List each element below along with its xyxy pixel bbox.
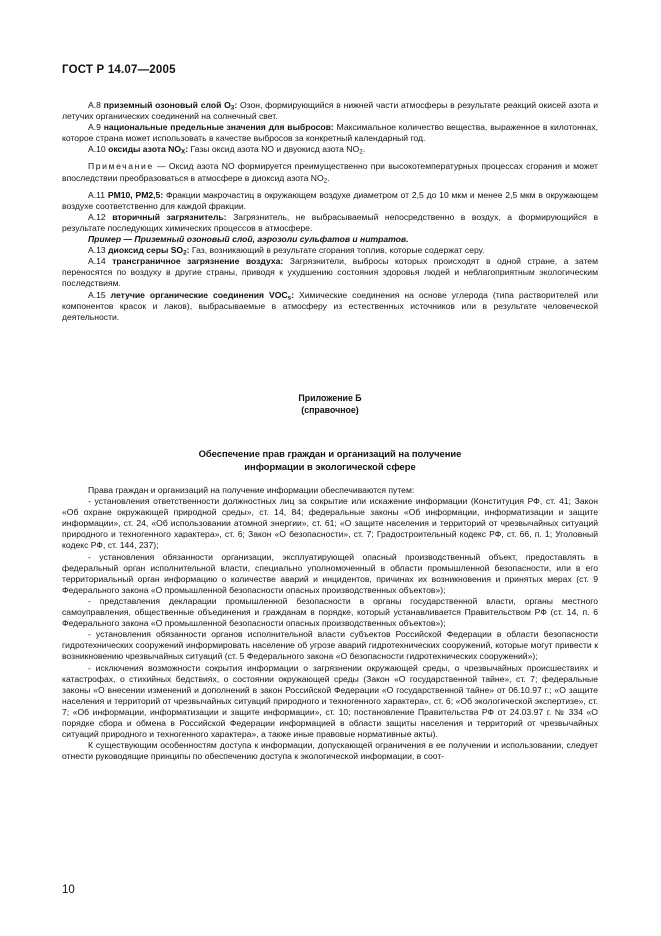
term-name: трансграничное загрязнение воздуха: [112, 256, 284, 267]
term-definition: Газ, возникающий в результате сгорания топлив, которые содержат серу. [191, 245, 485, 256]
term-definition: Загрязнители, выбросы которых происходят в одной стране, а затем переносятся по воздуху в другие страны, приводя к ухудшению состояния здоровья людей и неблагоприятным экологическим последствиям. [62, 256, 598, 289]
term-a10: А.10 оксиды азота $NO_X$: Газы оксид азота NO и двуокисд азота $NO_2$. [88, 144, 366, 156]
term-a13: А.13 диоксид серы $SO_2$: Газ, возникающий в результате сгорания топлив, которые содержат серу. [88, 245, 485, 257]
term-definition: Максимальное количество вещества, выраженное в килотоннах, которое страна может использовать в качестве выбросов за конкретный календарный год. [62, 122, 599, 144]
term-definition: Загрязнитель, не выбрасываемый непосредственно в воздух, а формирующийся в результате последующих химических процессов в атмосфере. [62, 211, 599, 233]
appendix-kind: (справочное) [301, 405, 359, 415]
example [62, 234, 598, 245]
body-paragraph-2: - установления обязанности организации, эксплуатирующей опасный производственный объект, предоставлять в федеральный орган исполнительной власти, специально уполномоченный в области промышленной безопасности, или в его территориальный орган информацию о количестве аварий и инцидентов, причинах их возникновения и принятых мерах (ст. 9 Федерального закона «О промышленной безопасности опасных производственных объектов»); [62, 551, 598, 595]
term-definition: Газы оксид азота NO и двуокисд азота NO [190, 144, 360, 155]
term-definition: Фракции макрочастиц в окружающем воздухе диаметром от 2,5 до 10 мкм и менее 2,5 мкм в окружающем воздухе соответственно для каждой фракции. [62, 189, 598, 211]
term-number: А.8 [88, 100, 101, 110]
body-paragraph-5: - исключения возможности сокрытия информации о загрязнении окружающей среды, о чрезвычайных происшествиях и катастрофах, о стихийных бедствиях, о состоянии окружающей среды (Закон «О государственной тайне», ст. 7; федеральные законы «О внесении изменений и дополнений в закон Российской Федерации «О государственной тайне» от 06.10.97 г.; «О защите населения и территорий от чрезвычайных ситуаций природного и техногенного характера», ст. 6; «Об экологической экспертизе», ст. 7; «Об информации, информатизации и защите информации», ст. 10; постановление Правительства РФ от 24.03.97 г. № 334 «О порядке сбора и обмена в Российской Федерации информацией в области защиты населения и территорий от чрезвычайных ситуаций природного и техногенного характера», а также иные правовые нормативные акты). [62, 662, 598, 740]
note: Примечание — Оксид азота NO формируется преимущественно при высокотемпературных процессах сгорания и может впоследствии преобразоваться в атмосфере в диоксид азота $NO_2$. [62, 161, 598, 185]
body-paragraph-1: - установления ответственности должностных лиц за сокрытие или искажение информации (Конституция РФ, ст. 41; Закон «Об охране окружающей природной среды», ст. 14, 84; федеральные законы «Об информации, информатизации и защите информации», ст. 24, «Об использовании атомной энергии», ст. 61; «О защите населения и территорий от чрезвычайных ситуаций природного и техногенного характера», ст. 6; Закон «О безопасности», ст. 7; Градостроительный кодекс РФ, ст. 66, п. 1; Уголовный кодекс РФ, ст. 144, 237); [62, 496, 598, 551]
example-text: Пример — Приземный озоновый слой, аэрозоли сульфатов и нитратов. [88, 234, 409, 245]
page-number: 10 [62, 884, 75, 896]
body-paragraph-3: - представления декларации промышленной безопасности в органы государственной власти, органы местного самоуправления, общественные объединения и гражданам в порядке, который устанавливается Правительством РФ (ст. 14, п. 6 Федерального закона «О промышленной безопасности опасных производственных объектов»); [62, 595, 598, 629]
term-name: оксиды азота NO [108, 144, 182, 155]
body-paragraph-4: - установления обязанности органов исполнительной власти субъектов Российской Федерации в области безопасности гидротехнических сооружений информировать население об угрозе аварий гидротехнических сооружений, которые могут привести к возникновению чрезвычайных ситуаций (ст. 5 Федерального закона «О безопасности гидротехнических сооружений»); [62, 629, 598, 662]
term-number: А.9 [88, 122, 101, 133]
appendix-title-line-2: информации в экологической сфере [244, 460, 416, 472]
term-name: летучие органические соединения VOC [110, 289, 288, 300]
body-paragraph-6: К существующим особенностям доступа к информации, допускающей ограничения в ее получении и использовании, следует отнести руководящие принципы по обеспечению доступа к экологической информации, в соот- [62, 740, 598, 762]
term-name: вторичный загрязнитель: [112, 211, 227, 222]
term-number: А.11 [88, 189, 106, 200]
term-name: PM10, PM2,5: [107, 189, 164, 200]
appendix-title [62, 448, 598, 473]
appendix-title-line-1: Обеспечение прав граждан и организаций на получение [198, 448, 462, 459]
note-label: Примечание [88, 161, 154, 172]
term-number: А.10 [88, 144, 106, 155]
term-a12 [62, 212, 598, 234]
term-name: национальные предельные значения для выбросов: [103, 122, 334, 133]
term-definition: Химические соединения на основе углерода (типа растворителей или компонентов красок и лаков), выбрасываемые в атмосферу из естественных источников или в результате человеческой деятельности. [62, 289, 599, 322]
term-definition: Озон, формирующийся в нижней части атмосферы в результате реакций окисей азота и летучих органических соединений на солнечный свет. [62, 100, 599, 122]
term-number: А.13 [88, 245, 106, 256]
term-a14 [62, 256, 598, 289]
note-text: — Оксид азота NO формируется преимущественно при высокотемпературных процессах сгорания и может впоследствии преобразоваться в атмосфере в диоксид азота NO [62, 161, 598, 183]
term-number: А.15 [88, 289, 106, 300]
standard-designation: ГОСТ Р 14.07—2005 [62, 64, 176, 76]
term-a8: А.8 приземный озоновый слой $O_3$: Озон, формирующийся в нижней части атмосферы в результате реакций окисей азота и летучих органических соединений на солнечный свет. [62, 100, 599, 122]
glossary-block [62, 100, 598, 323]
appendix-label: Приложение Б [298, 393, 362, 403]
appendix-heading [62, 392, 598, 416]
term-number: А.12 [88, 211, 106, 222]
term-number: А.14 [88, 256, 106, 267]
term-name: приземный озоновый слой O [103, 100, 231, 110]
term-a9 [62, 122, 598, 144]
term-name: диоксид серы SO [108, 245, 184, 256]
appendix-body [62, 485, 598, 762]
body-intro: Права граждан и организаций на получение информации обеспечиваются путем: [88, 485, 415, 495]
term-a11 [62, 190, 598, 212]
term-a15: А.15 летучие органические соединения $VOC_s$: Химические соединения на основе углерода (типа растворителей или компонентов красок и лаков), выбрасываемые в атмосферу из естественных источников или в результате человеческой деятельности. [62, 289, 599, 322]
